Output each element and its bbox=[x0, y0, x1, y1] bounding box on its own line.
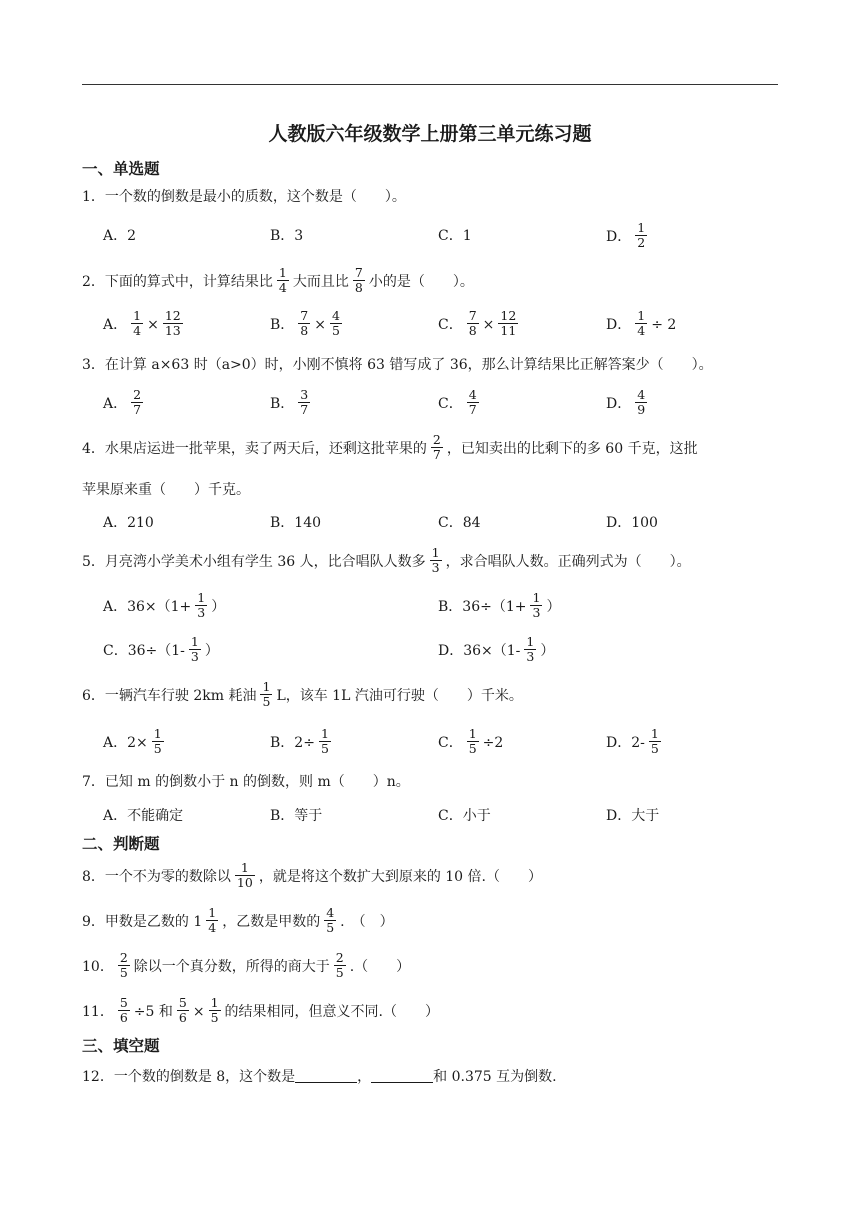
text-segment: D． bbox=[606, 228, 632, 245]
q1-option-b[interactable]: B．3 bbox=[270, 228, 304, 244]
fraction-denominator: 5 bbox=[262, 694, 271, 710]
fraction-numerator: 12 bbox=[500, 308, 517, 323]
text-segment: C． bbox=[438, 395, 463, 412]
fraction-denominator: 3 bbox=[190, 649, 199, 665]
fraction-numerator: 2 bbox=[133, 387, 142, 402]
fraction-denominator: 7 bbox=[300, 402, 309, 418]
text-segment: ， bbox=[357, 1069, 372, 1085]
fraction-denominator: 7 bbox=[432, 447, 441, 463]
fraction bbox=[467, 388, 479, 418]
fraction bbox=[118, 951, 130, 981]
q5-option-c[interactable] bbox=[103, 636, 219, 666]
fraction bbox=[131, 388, 143, 418]
text-segment: C．36÷（1- bbox=[103, 642, 185, 659]
q2-option-d[interactable] bbox=[606, 310, 676, 340]
fraction bbox=[530, 591, 542, 621]
text-segment: .（ ） bbox=[349, 958, 411, 975]
fraction bbox=[635, 309, 647, 339]
fraction-numerator: 4 bbox=[468, 387, 477, 402]
text-segment: D． bbox=[606, 316, 632, 333]
fraction bbox=[431, 433, 443, 463]
q6-option-c[interactable] bbox=[438, 728, 503, 758]
answer-blank-1[interactable] bbox=[295, 1068, 357, 1083]
text-segment: × bbox=[147, 316, 159, 333]
text-segment: × bbox=[482, 316, 495, 333]
fraction-denominator: 5 bbox=[153, 741, 162, 757]
question-6 bbox=[82, 681, 523, 711]
fraction-numerator: 1 bbox=[197, 590, 206, 605]
question-4 bbox=[82, 434, 698, 464]
question-2 bbox=[82, 267, 474, 297]
q3-option-a[interactable] bbox=[103, 389, 147, 419]
fraction bbox=[498, 309, 518, 339]
fraction-numerator: 1 bbox=[532, 590, 541, 605]
fraction bbox=[353, 266, 365, 296]
fraction-denominator: 13 bbox=[164, 323, 181, 339]
q2-option-c[interactable] bbox=[438, 310, 522, 340]
q5-option-b[interactable] bbox=[438, 592, 560, 622]
fraction-numerator: 4 bbox=[637, 387, 646, 402]
question-7: 7．已知 m 的倒数小于 n 的倒数，则 m（ ）n。 bbox=[82, 774, 410, 790]
text-segment: C． bbox=[438, 734, 463, 751]
fraction bbox=[163, 309, 183, 339]
text-segment: L，该车 1L 汽油可行驶（ ）千米。 bbox=[276, 687, 523, 704]
fraction bbox=[430, 546, 442, 576]
fraction-denominator: 2 bbox=[637, 235, 646, 251]
text-segment: ÷ 2 bbox=[651, 316, 677, 333]
q6-option-b[interactable] bbox=[270, 728, 335, 758]
text-segment: 小的是（ ）。 bbox=[368, 273, 474, 290]
fraction bbox=[195, 591, 207, 621]
fraction-denominator: 3 bbox=[197, 605, 206, 621]
text-segment: B． bbox=[270, 395, 295, 412]
fraction-numerator: 1 bbox=[133, 308, 142, 323]
question-9 bbox=[82, 907, 394, 937]
text-segment: B． bbox=[270, 316, 295, 333]
fraction-denominator: 5 bbox=[335, 965, 344, 981]
fraction-numerator: 7 bbox=[354, 265, 363, 280]
text-segment: A．2× bbox=[103, 734, 148, 751]
text-segment: ，已知卖出的比剩下的多 60 千克，这批 bbox=[446, 440, 698, 457]
fraction-numerator: 2 bbox=[432, 432, 441, 447]
fraction-denominator: 9 bbox=[637, 402, 646, 418]
header-rule bbox=[82, 84, 778, 85]
fraction-denominator: 5 bbox=[119, 965, 128, 981]
text-segment: 除以一个真分数，所得的商大于 bbox=[133, 958, 330, 975]
q5-option-a[interactable] bbox=[103, 592, 225, 622]
fraction-denominator: 5 bbox=[650, 741, 659, 757]
text-segment: 大而且比 bbox=[292, 273, 349, 290]
fraction-numerator: 1 bbox=[210, 995, 219, 1010]
fraction-denominator: 4 bbox=[208, 920, 217, 936]
fraction bbox=[635, 388, 647, 418]
text-segment: D． bbox=[606, 395, 632, 412]
fraction bbox=[189, 635, 201, 665]
question-8 bbox=[82, 862, 542, 892]
text-segment: A．36×（1+ bbox=[103, 598, 192, 615]
fraction bbox=[260, 680, 272, 710]
fraction bbox=[206, 906, 218, 936]
fraction-denominator: 4 bbox=[133, 323, 142, 339]
text-segment: × bbox=[314, 316, 326, 333]
fraction bbox=[319, 727, 331, 757]
text-segment: ÷2 bbox=[482, 734, 504, 751]
fraction-numerator: 2 bbox=[119, 950, 128, 965]
fraction bbox=[330, 309, 342, 339]
fraction bbox=[177, 996, 189, 1026]
fraction bbox=[635, 221, 647, 251]
text-segment: 6．一辆汽车行驶 2km 耗油 bbox=[82, 687, 257, 704]
page-title: 人教版六年级数学上册第三单元练习题 bbox=[268, 123, 592, 145]
fraction-denominator: 4 bbox=[278, 280, 287, 296]
fraction-numerator: 1 bbox=[262, 679, 271, 694]
fraction-denominator: 5 bbox=[331, 323, 340, 339]
q3-option-b[interactable] bbox=[270, 389, 314, 419]
fraction-denominator: 5 bbox=[326, 920, 335, 936]
fraction-denominator: 5 bbox=[210, 1010, 219, 1026]
text-segment: ，乙数是甲数的 bbox=[222, 913, 321, 930]
fraction-denominator: 3 bbox=[431, 560, 440, 576]
fraction bbox=[209, 996, 221, 1026]
fraction-denominator: 10 bbox=[236, 875, 253, 891]
text-segment: × bbox=[192, 1003, 205, 1020]
fraction-numerator: 4 bbox=[331, 308, 340, 323]
q4-option-c[interactable]: C．84 bbox=[438, 515, 481, 531]
fraction bbox=[152, 727, 164, 757]
q2-option-a[interactable] bbox=[103, 310, 187, 340]
question-4-line-2: 苹果原来重（ ）千克。 bbox=[82, 482, 250, 498]
fraction-denominator: 8 bbox=[300, 323, 309, 339]
fraction-denominator: 11 bbox=[500, 323, 517, 339]
text-segment: D．2- bbox=[606, 734, 645, 751]
question-3: 3．在计算 a×63 时（a>0）时，小刚不慎将 63 错写成了 36，那么计算结果比正解答案少（ ）。 bbox=[82, 357, 713, 373]
section-heading-single-choice: 一、单选题 bbox=[82, 160, 160, 178]
fraction-numerator: 5 bbox=[119, 995, 128, 1010]
q1-option-c[interactable]: C．1 bbox=[438, 228, 472, 244]
fraction-numerator: 1 bbox=[235, 861, 255, 876]
question-12 bbox=[82, 1066, 557, 1086]
fraction-denominator: 6 bbox=[178, 1010, 187, 1026]
q7-option-a[interactable]: A．不能确定 bbox=[103, 808, 184, 824]
text-segment: D．36×（1- bbox=[438, 642, 521, 659]
text-segment: ） bbox=[211, 598, 226, 615]
answer-blank-2[interactable] bbox=[371, 1068, 433, 1083]
section-heading-true-false: 二、判断题 bbox=[82, 835, 160, 853]
fraction-numerator: 7 bbox=[300, 308, 309, 323]
q7-option-b[interactable]: B．等于 bbox=[270, 808, 323, 824]
fraction-numerator: 1 bbox=[431, 545, 440, 560]
fraction-denominator: 7 bbox=[468, 402, 477, 418]
fraction bbox=[524, 635, 536, 665]
text-segment: A． bbox=[103, 395, 128, 412]
fraction-numerator: 1 bbox=[637, 220, 646, 235]
fraction-numerator: 2 bbox=[335, 950, 344, 965]
fraction-denominator: 6 bbox=[119, 1010, 128, 1026]
q7-option-d[interactable]: D．大于 bbox=[606, 808, 660, 824]
fraction bbox=[298, 388, 310, 418]
text-segment: 4．水果店运进一批苹果，卖了两天后，还剩这批苹果的 bbox=[82, 440, 427, 457]
fraction bbox=[467, 309, 479, 339]
text-segment: ） bbox=[204, 642, 219, 659]
text-segment: C． bbox=[438, 316, 463, 333]
text-segment: 8．一个不为零的数除以 bbox=[82, 868, 231, 885]
text-segment: B．36÷（1+ bbox=[438, 598, 527, 615]
q4-option-d[interactable]: D．100 bbox=[606, 515, 658, 531]
fraction bbox=[131, 309, 143, 339]
fraction-numerator: 1 bbox=[320, 726, 329, 741]
q3-option-c[interactable] bbox=[438, 389, 483, 419]
fraction-denominator: 7 bbox=[133, 402, 142, 418]
fraction bbox=[277, 266, 289, 296]
question-11 bbox=[82, 997, 439, 1027]
fraction-denominator: 8 bbox=[468, 323, 477, 339]
fraction-denominator: 4 bbox=[637, 323, 646, 339]
question-5 bbox=[82, 547, 691, 577]
fraction bbox=[649, 727, 661, 757]
text-segment: 12．一个数的倒数是 8，这个数是 bbox=[82, 1069, 296, 1085]
section-heading-fill-in: 三、填空题 bbox=[82, 1037, 160, 1055]
q4-option-a[interactable]: A．210 bbox=[103, 515, 154, 531]
fraction-denominator: 5 bbox=[320, 741, 329, 757]
fraction-numerator: 1 bbox=[526, 634, 535, 649]
q1-option-a[interactable]: A．2 bbox=[103, 228, 137, 244]
text-segment: ） bbox=[540, 642, 555, 659]
text-segment: 和 0.375 互为倒数. bbox=[433, 1069, 557, 1085]
fraction bbox=[334, 951, 346, 981]
fraction-denominator: 8 bbox=[354, 280, 363, 296]
fraction bbox=[324, 906, 336, 936]
fraction-numerator: 1 bbox=[468, 726, 477, 741]
q6-option-a[interactable] bbox=[103, 728, 168, 758]
q7-option-c[interactable]: C．小于 bbox=[438, 808, 491, 824]
fraction-denominator: 3 bbox=[526, 649, 535, 665]
fraction-numerator: 12 bbox=[164, 308, 181, 323]
fraction-numerator: 1 bbox=[650, 726, 659, 741]
fraction-numerator: 7 bbox=[468, 308, 477, 323]
text-segment: 的结果相同，但意义不同.（ ） bbox=[224, 1003, 439, 1020]
fraction bbox=[298, 309, 310, 339]
q6-option-d[interactable] bbox=[606, 728, 665, 758]
fraction-numerator: 1 bbox=[637, 308, 646, 323]
text-segment: 2．下面的算式中，计算结果比 bbox=[82, 273, 273, 290]
q3-option-d[interactable] bbox=[606, 389, 651, 419]
question-10 bbox=[82, 952, 410, 982]
fraction-numerator: 1 bbox=[278, 265, 287, 280]
text-segment: 10． bbox=[82, 958, 114, 975]
text-segment: . （ ） bbox=[340, 913, 394, 930]
question-1: 1．一个数的倒数是最小的质数，这个数是（ ）。 bbox=[82, 189, 406, 205]
text-segment: 5．月亮湾小学美术小组有学生 36 人，比合唱队人数多 bbox=[82, 553, 426, 570]
fraction-numerator: 1 bbox=[190, 634, 199, 649]
q4-option-b[interactable]: B．140 bbox=[270, 515, 322, 531]
fraction-numerator: 1 bbox=[153, 726, 162, 741]
text-segment: ，就是将这个数扩大到原来的 10 倍.（ ） bbox=[258, 868, 542, 885]
fraction-denominator: 3 bbox=[532, 605, 541, 621]
text-segment: ÷5 和 bbox=[133, 1003, 173, 1020]
fraction bbox=[235, 861, 255, 891]
text-segment: ，求合唱队人数。正确列式为（ ）。 bbox=[445, 553, 691, 570]
fraction-numerator: 1 bbox=[208, 905, 217, 920]
text-segment: A． bbox=[103, 316, 128, 333]
q5-option-d[interactable] bbox=[438, 636, 554, 666]
text-segment: B．2÷ bbox=[270, 734, 315, 751]
text-segment: 9．甲数是乙数的 1 bbox=[82, 913, 203, 930]
text-segment: 11． bbox=[82, 1003, 114, 1020]
fraction-denominator: 5 bbox=[468, 741, 477, 757]
text-segment: ） bbox=[546, 598, 561, 615]
fraction bbox=[467, 727, 479, 757]
fraction-numerator: 4 bbox=[326, 905, 335, 920]
fraction-numerator: 5 bbox=[178, 995, 187, 1010]
fraction bbox=[118, 996, 130, 1026]
fraction-numerator: 3 bbox=[300, 387, 309, 402]
q2-option-b[interactable] bbox=[270, 310, 346, 340]
q1-option-d[interactable] bbox=[606, 222, 651, 252]
